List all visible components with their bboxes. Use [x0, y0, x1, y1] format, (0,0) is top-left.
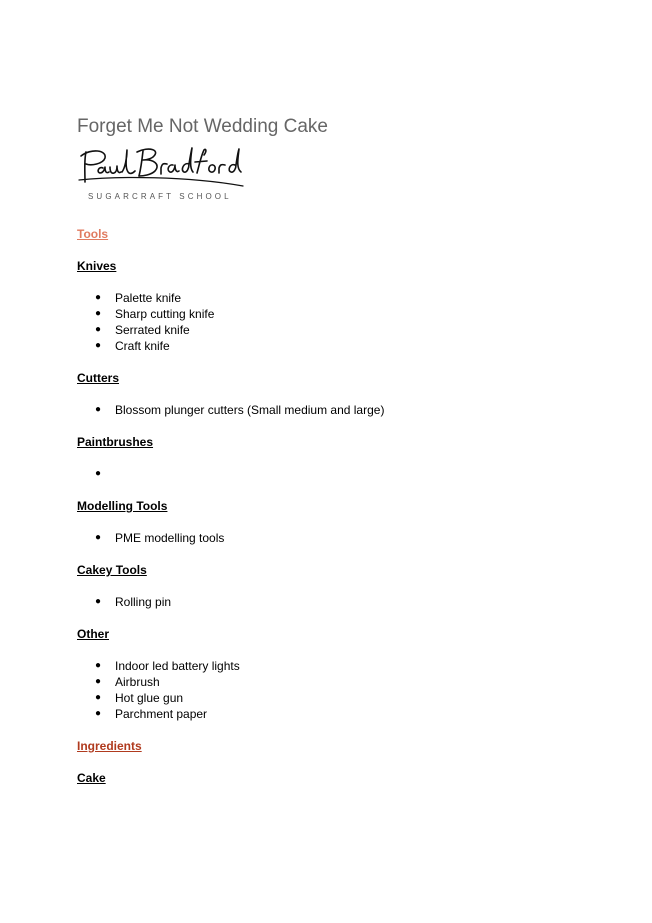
document-title: Forget Me Not Wedding Cake [77, 116, 328, 137]
bullet-icon: ● [95, 596, 102, 607]
bullet-icon: ● [95, 292, 102, 303]
logo-school-text: SUGARCRAFT SCHOOL [88, 192, 232, 201]
bullet-icon: ● [95, 676, 102, 687]
other-heading: Other [77, 627, 110, 641]
knives-heading: Knives [77, 259, 117, 273]
school-logo [77, 146, 247, 206]
tools-heading: Tools [77, 227, 109, 241]
paintbrushes-heading: Paintbrushes [77, 435, 154, 449]
ingredients-heading: Ingredients [77, 739, 142, 753]
bullet-icon: ● [95, 708, 102, 719]
signature-logo-image [77, 146, 247, 192]
bullet-icon: ● [95, 532, 102, 543]
bullet-icon: ● [95, 308, 102, 319]
modelling-tools-heading: Modelling Tools [77, 499, 168, 513]
bullet-icon: ● [95, 404, 102, 415]
bullet-icon: ● [95, 660, 102, 671]
cakey-tools-heading: Cakey Tools [77, 563, 147, 577]
bullet-icon: ● [95, 692, 102, 703]
bullet-icon: ● [95, 324, 102, 335]
cutters-heading: Cutters [77, 371, 120, 385]
bullet-icon: ● [95, 340, 102, 351]
bullet-icon: ● [95, 468, 102, 479]
document-page: Forget Me Not Wedding Cake SUGARCRAFT SCHOOL Tools Knives ● Palette knife ● Sharp cutting knife ● Serrated knife ● Craft knife Cutters ● Blossom plunger cutters (Small medium and large) Paintbrushes ● Modelling Tools ● PME modelling tools Cakey Tools ● Rolling pin Other ● Indoor led battery lights ● Airbrush ● Hot glue gun ● Parchment paper Ingredients Cake [77, 116, 385, 785]
cake-heading: Cake [77, 771, 106, 785]
